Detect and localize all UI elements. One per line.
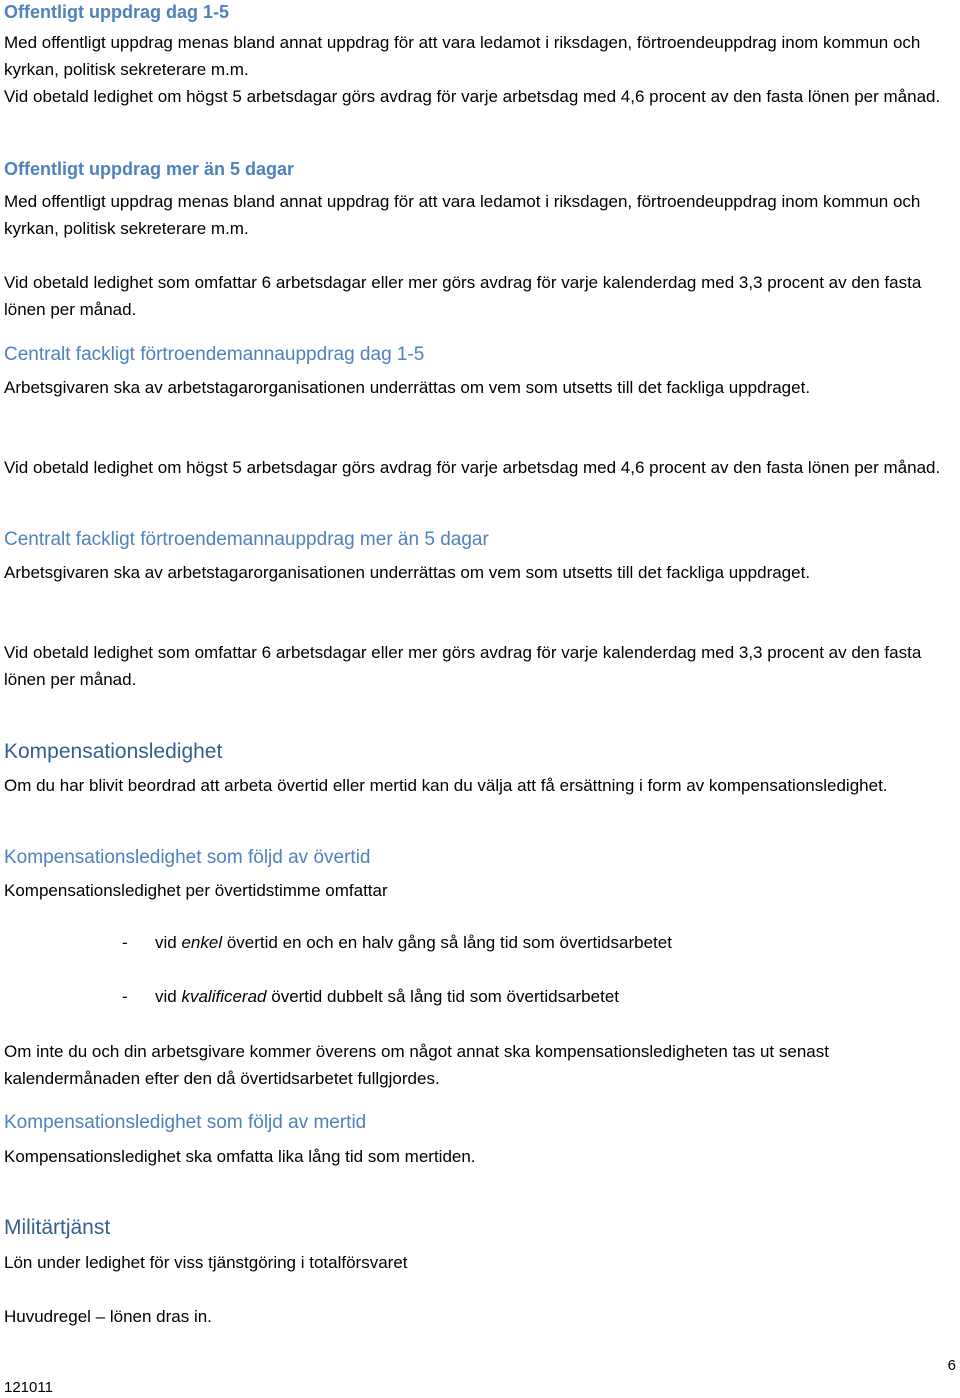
list-text-post: övertid dubbelt så lång tid som övertidsarbetet xyxy=(266,987,619,1006)
section-paragraph: Vid obetald ledighet som omfattar 6 arbetsdagar eller mer görs avdrag för varje kalenderdag med 3,3 procent av den fasta lönen per månad. xyxy=(4,643,922,689)
komp-intro: Om du har blivit beordrad att arbeta övertid eller mertid kan du välja att få ersättning i form av kompensationsledighet. xyxy=(4,776,888,795)
mertid-heading: Kompensationsledighet som följd av mertid xyxy=(4,1112,367,1133)
section-paragraph: Vid obetald ledighet som omfattar 6 arbetsdagar eller mer görs avdrag för varje kalenderdag med 3,3 procent av den fasta lönen per månad. xyxy=(4,273,922,319)
list-text-emphasis: enkel xyxy=(181,933,223,952)
section-paragraph: Vid obetald ledighet om högst 5 arbetsdagar görs avdrag för varje arbetsdag med 4,6 procent av den fasta lönen per månad. xyxy=(4,458,941,477)
section-paragraph: Arbetsgivaren ska av arbetstagarorganisationen underrättas om vem som utsetts till det fackliga uppdraget. xyxy=(4,563,811,582)
page-number: 6 xyxy=(947,1357,956,1374)
list-text-post: övertid en och en halv gång så lång tid som övertidsarbetet xyxy=(222,933,672,952)
mertid-text: Kompensationsledighet ska omfatta lika lång tid som mertiden. xyxy=(4,1147,476,1166)
list-dash: - xyxy=(122,933,128,952)
list-text-emphasis: kvalificerad xyxy=(181,987,267,1006)
militar-paragraph: Huvudregel – lönen dras in. xyxy=(4,1307,212,1326)
section-paragraph: Med offentligt uppdrag menas bland annat uppdrag för att vara ledamot i riksdagen, förtroendeuppdrag inom kommun och kyrkan, politisk sekreterare m.m. xyxy=(4,33,921,79)
overtid-note: Om inte du och din arbetsgivare kommer överens om något annat ska kompensationsledigheten tas ut senast kalendermånaden efter den då övertidsarbetet fullgjordes. xyxy=(4,1042,829,1088)
militar-paragraph: Lön under ledighet för viss tjänstgöring i totalförsvaret xyxy=(4,1253,408,1272)
section-paragraph: Med offentligt uppdrag menas bland annat uppdrag för att vara ledamot i riksdagen, förtroendeuppdrag inom kommun och kyrkan, politisk sekreterare m.m. xyxy=(4,192,921,238)
section-paragraph: Vid obetald ledighet om högst 5 arbetsdagar görs avdrag för varje arbetsdag med 4,6 procent av den fasta lönen per månad. xyxy=(4,87,941,106)
list-item xyxy=(122,984,619,1010)
militar-heading: Militärtjänst xyxy=(4,1216,111,1239)
section-heading: Offentligt uppdrag dag 1-5 xyxy=(4,2,229,22)
section-paragraph: Arbetsgivaren ska av arbetstagarorganisationen underrättas om vem som utsetts till det fackliga uppdraget. xyxy=(4,378,811,397)
list-dash: - xyxy=(122,987,128,1006)
list-text-pre: vid xyxy=(155,987,182,1006)
overtid-intro: Kompensationsledighet per övertidstimme omfattar xyxy=(4,881,388,900)
section-heading: Centralt fackligt förtroendemannauppdrag dag 1-5 xyxy=(4,344,425,365)
overtid-heading: Kompensationsledighet som följd av övertid xyxy=(4,847,371,868)
section-heading: Offentligt uppdrag mer än 5 dagar xyxy=(4,159,295,179)
footer-code: 121011 xyxy=(4,1379,53,1396)
list-text-pre: vid xyxy=(155,933,182,952)
section-heading: Centralt fackligt förtroendemannauppdrag mer än 5 dagar xyxy=(4,529,489,550)
list-item xyxy=(122,930,672,956)
komp-heading: Kompensationsledighet xyxy=(4,740,223,763)
